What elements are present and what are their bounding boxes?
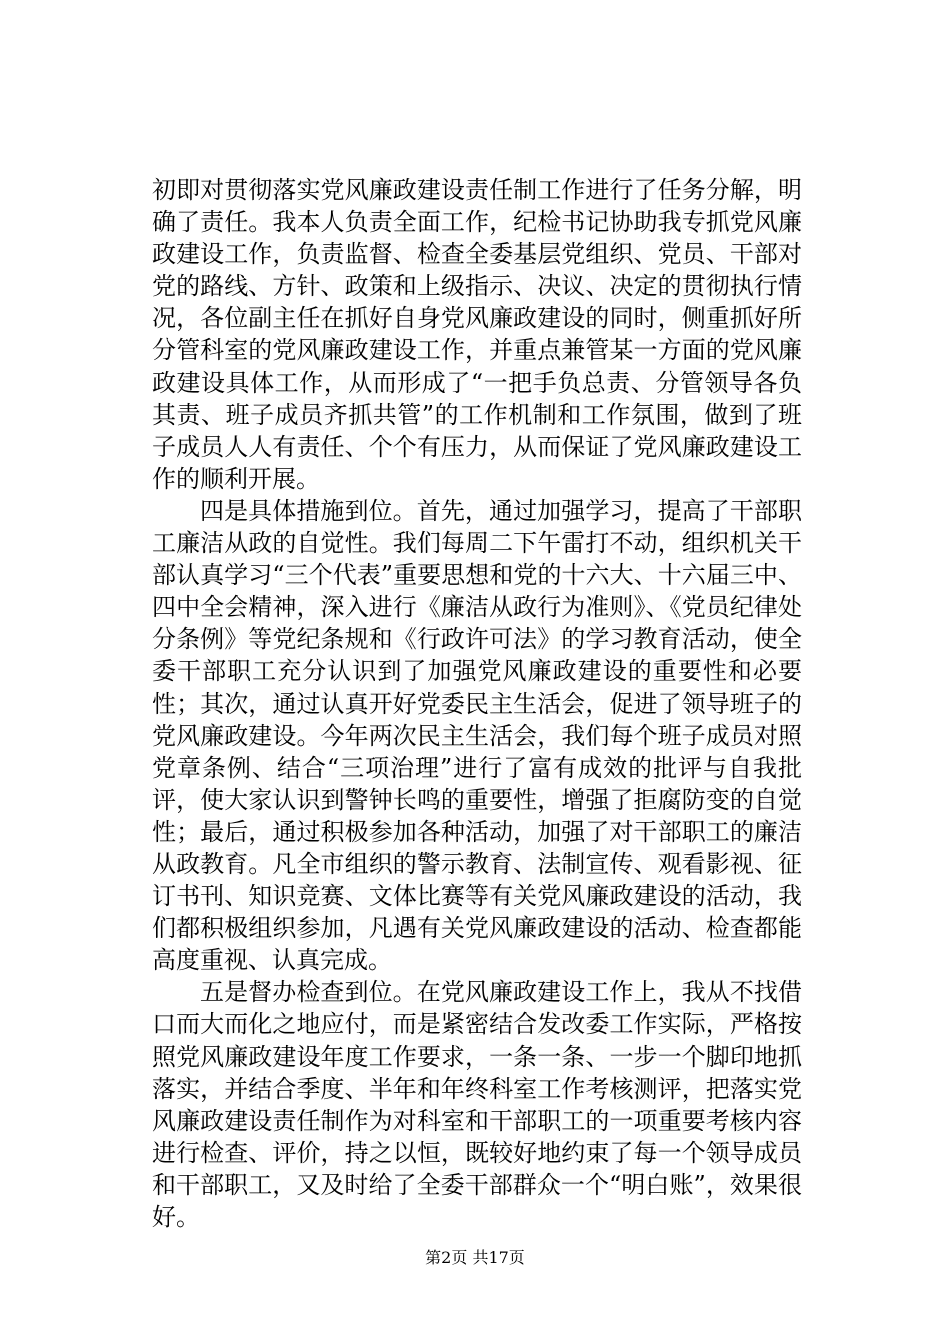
document-body	[152, 174, 802, 1233]
paragraph-point-four: 四是具体措施到位。首先，通过加强学习，提高了干部职工廉洁从政的自觉性。我们每周二下午雷打不动，组织机关干部认真学习“三个代表”重要思想和党的十六大、十六届三中、四中全会精神，深入进行《廉洁从政行为准则》、《党员纪律处分条例》等党纪条规和《行政许可法》的学习教育活动，使全委干部职工充分认识到了加强党风廉政建设的重要性和必要性；其次，通过认真开好党委民主生活会，促进了领导班子的党风廉政建设。今年两次民主生活会，我们每个班子成员对照党章条例、结合“三项治理”进行了富有成效的批评与自我批评，使大家认识到警钟长鸣的重要性，增强了拒腐防变的自觉性；最后，通过积极参加各种活动，加强了对干部职工的廉洁从政教育。凡全市组织的警示教育、法制宣传、观看影视、征订书刊、知识竞赛、文体比赛等有关党风廉政建设的活动，我们都积极组织参加，凡遇有关党风廉政建设的活动、检查都能高度重视、认真完成。	[152, 496, 802, 975]
paragraph-continued: 初即对贯彻落实党风廉政建设责任制工作进行了任务分解，明确了责任。我本人负责全面工作，纪检书记协助我专抓党风廉政建设工作，负责监督、检查全委基层党组织、党员、干部对党的路线、方针、政策和上级指示、决议、决定的贯彻执行情况，各位副主任在抓好自身党风廉政建设的同时，侧重抓好所分管科室的党风廉政建设工作，并重点兼管某一方面的党风廉政建设具体工作，从而形成了“一把手负总责、分管领导各负其责、班子成员齐抓共管”的工作机制和工作氛围，做到了班子成员人人有责任、个个有压力，从而保证了党风廉政建设工作的顺利开展。	[152, 176, 802, 493]
paragraph-point-five: 五是督办检查到位。在党风廉政建设工作上，我从不找借口而大而化之地应付，而是紧密结合发改委工作实际，严格按照党风廉政建设年度工作要求，一条一条、一步一个脚印地抓落实，并结合季度、半年和年终科室工作考核测评，把落实党风廉政建设责任制作为对科室和干部职工的一项重要考核内容进行检查、评价，持之以恒，既较好地约束了每一个领导成员和干部职工，又及时给了全委干部群众一个“明白账”，效果很好。	[152, 978, 802, 1231]
page-footer: 第2页 共17页	[425, 1248, 525, 1267]
